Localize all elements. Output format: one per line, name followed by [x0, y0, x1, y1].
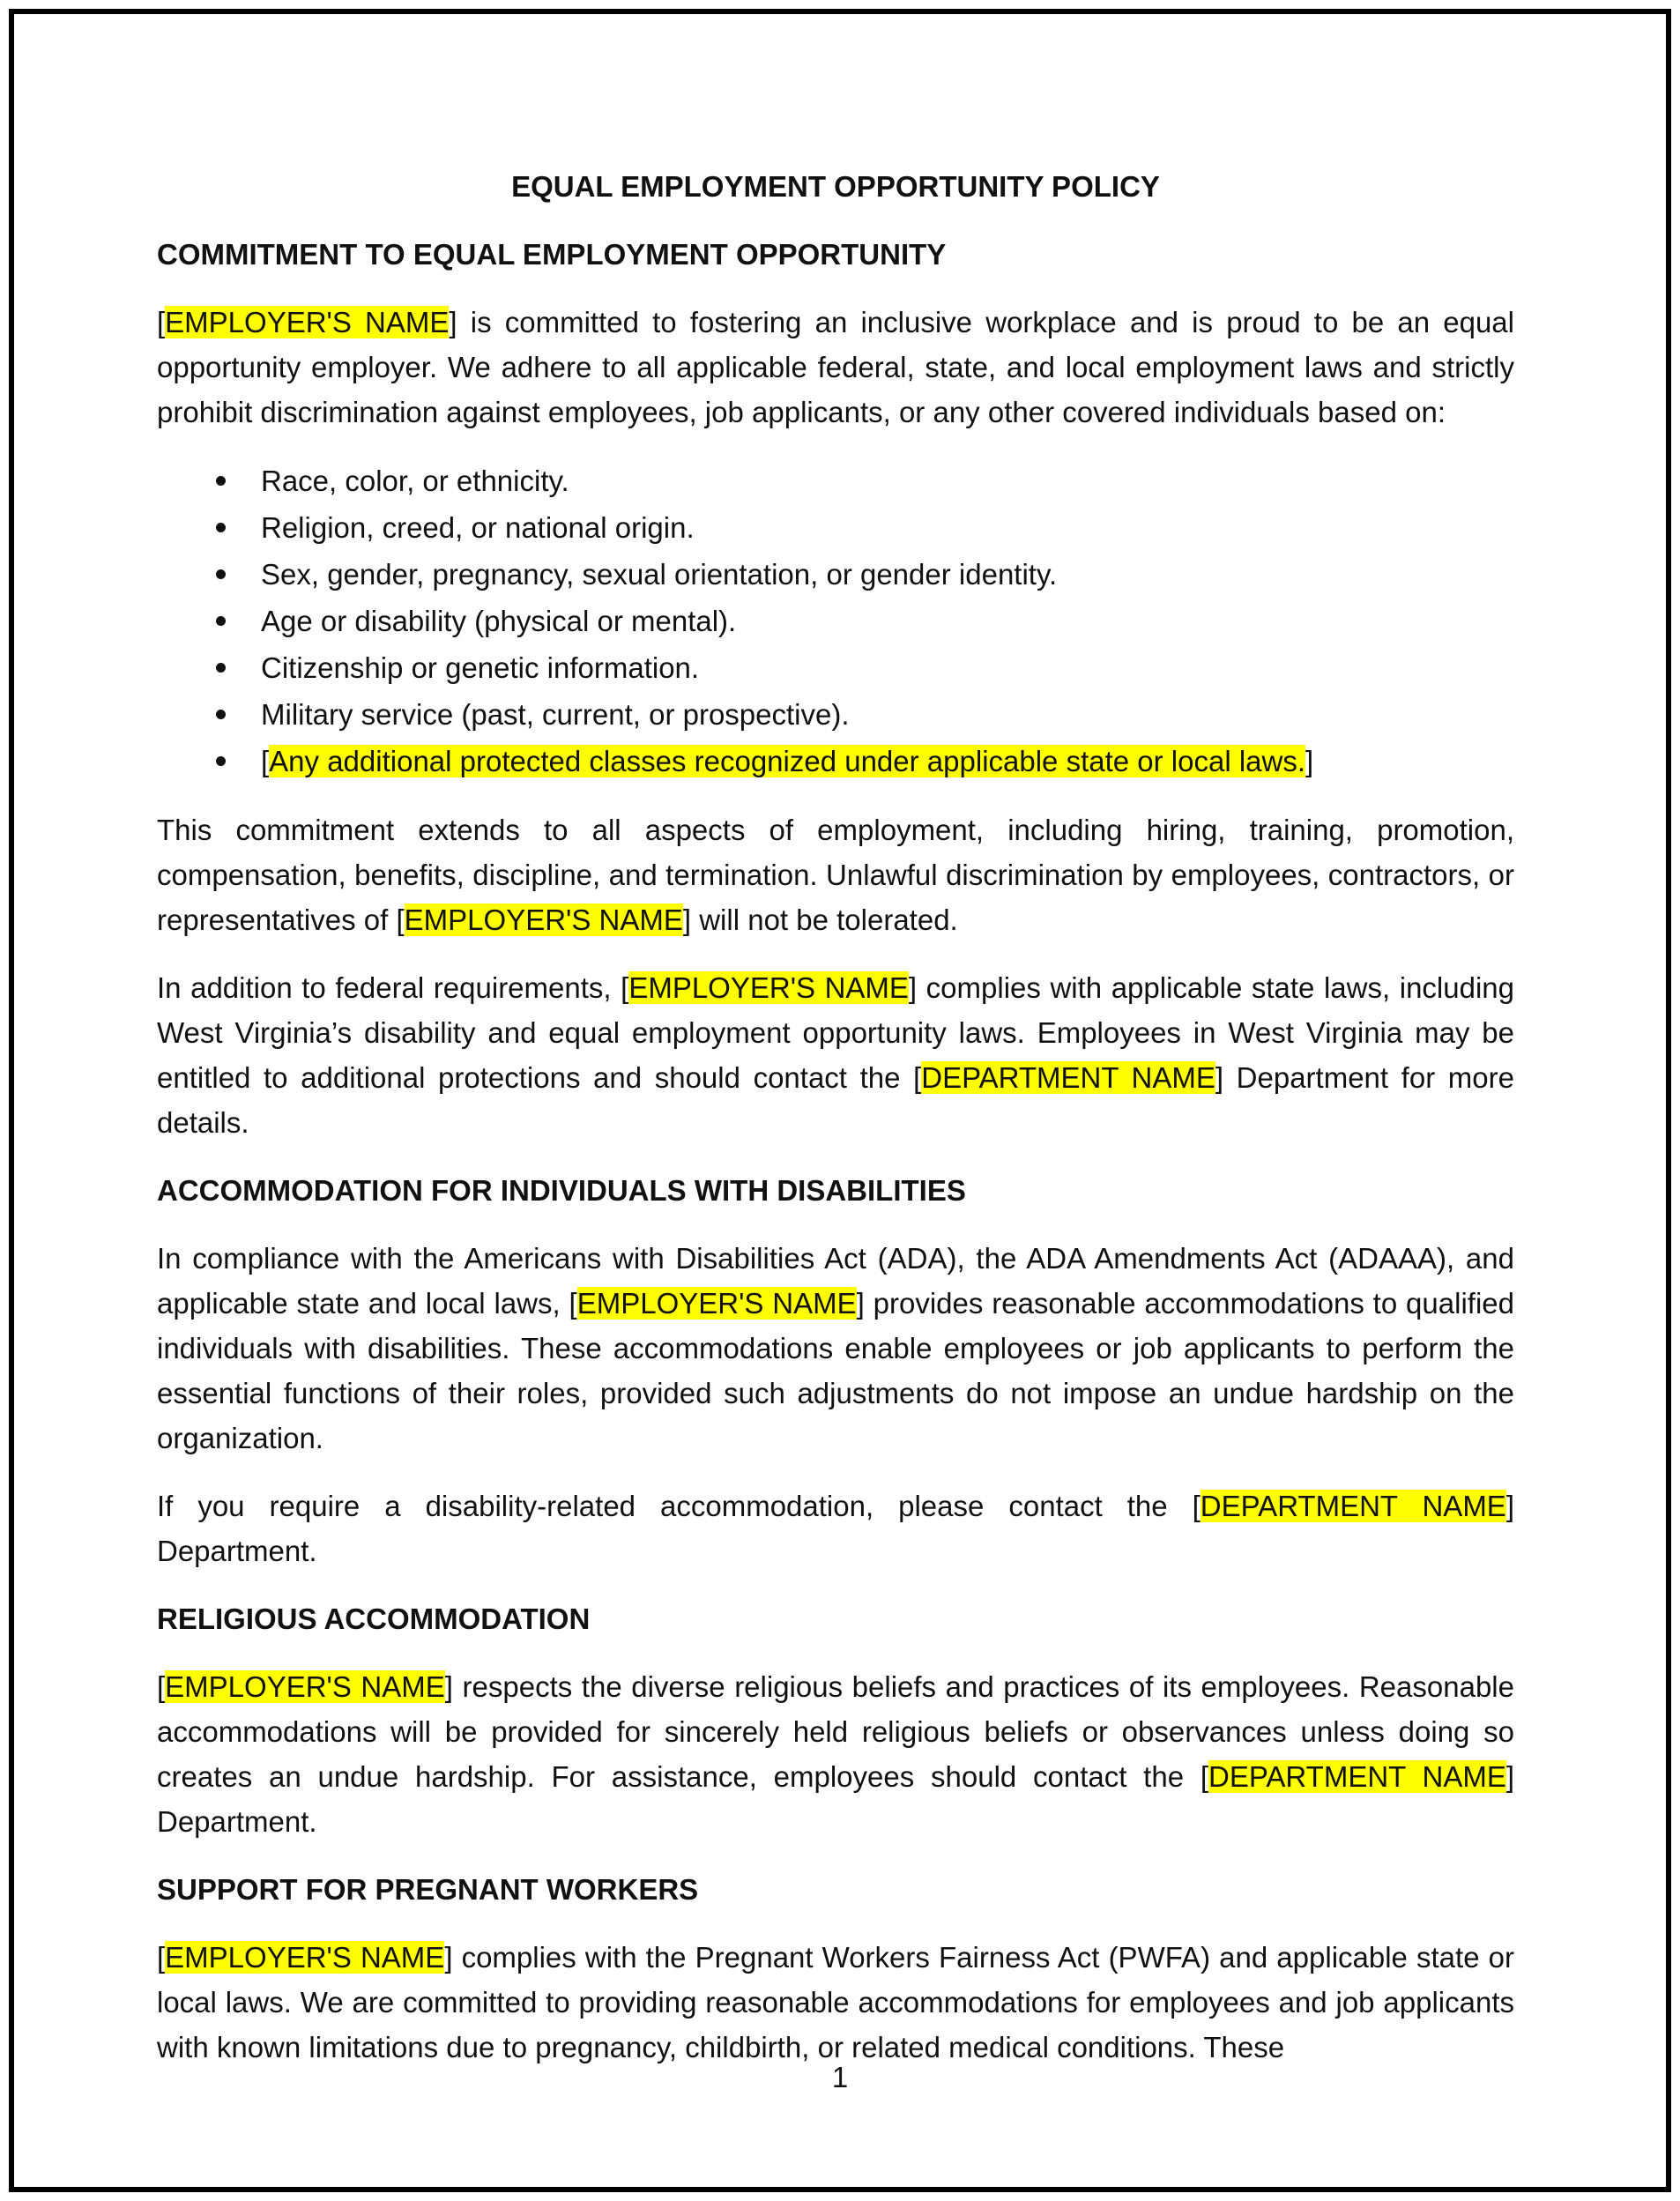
placeholder-employer-name: EMPLOYER'S NAME	[165, 306, 450, 338]
placeholder-employer-name: EMPLOYER'S NAME	[165, 1670, 445, 1703]
placeholder-department-name: DEPARTMENT NAME	[1200, 1490, 1506, 1522]
placeholder-additional-classes: Any additional protected classes recognized under applicable state or local laws.	[269, 745, 1306, 777]
placeholder-employer-name: EMPLOYER'S NAME	[165, 1941, 445, 1974]
placeholder-department-name: DEPARTMENT NAME	[921, 1061, 1215, 1094]
bullet-icon	[216, 616, 226, 626]
paragraph-pregnant-workers: [EMPLOYER'S NAME] complies with the Pregnant Workers Fairness Act (PWFA) and applicable state or local laws. We are committed to providing reasonable accommodations for employees and job applicants with known limitations due to pregnancy, childbirth, or related medical conditions. These	[157, 1941, 1514, 2063]
list-item: Age or disability (physical or mental).	[157, 598, 1514, 644]
bullet-icon	[216, 756, 226, 766]
paragraph-disabilities-contact: If you require a disability-related accommodation, please contact the [DEPARTMENT NAME] Department.	[157, 1490, 1514, 1567]
list-item: [Any additional protected classes recognized under applicable state or local laws.]	[157, 738, 1514, 784]
section-heading-disabilities: ACCOMMODATION FOR INDIVIDUALS WITH DISABILITIES	[157, 1174, 966, 1207]
list-item: Citizenship or genetic information.	[157, 644, 1514, 691]
list-item: Sex, gender, pregnancy, sexual orientation, or gender identity.	[157, 551, 1514, 598]
document-body	[157, 164, 1514, 2093]
section-heading-religious: RELIGIOUS ACCOMMODATION	[157, 1602, 591, 1635]
page-number: 1	[831, 2061, 849, 2093]
placeholder-employer-name: EMPLOYER'S NAME	[628, 971, 909, 1004]
list-item: Religion, creed, or national origin.	[157, 504, 1514, 551]
protected-classes-list	[157, 457, 1514, 784]
bullet-icon	[216, 710, 226, 719]
placeholder-employer-name: EMPLOYER'S NAME	[576, 1287, 857, 1320]
list-item: Military service (past, current, or prospective).	[157, 691, 1514, 738]
section-heading-commitment: COMMITMENT TO EQUAL EMPLOYMENT OPPORTUNITY	[157, 238, 947, 271]
section-heading-pregnant-workers: SUPPORT FOR PREGNANT WORKERS	[157, 1873, 699, 1906]
paragraph-religious: [EMPLOYER'S NAME] respects the diverse religious beliefs and practices of its employees. Reasonable accommodations will be provided for sincerely held religious beliefs or observances unless doing so creates an undue hardship. For assistance, employees should contact the [DEPARTMENT NAME] Department.	[157, 1670, 1515, 1838]
bullet-icon	[216, 663, 226, 673]
document-title: EQUAL EMPLOYMENT OPPORTUNITY POLICY	[511, 170, 1160, 203]
paragraph-disabilities-compliance: In compliance with the Americans with Disabilities Act (ADA), the ADA Amendments Act (ADAAA), and applicable state and local laws, [EMPLOYER'S NAME] provides reasonable accommodations to qualified individuals with disabilities. These accommodations enable employees or job applicants to perform the essential functions of their roles, provided such adjustments do not impose an undue hardship on the organization.	[157, 1242, 1514, 1454]
bullet-icon	[216, 523, 226, 532]
paragraph-commitment-state: In addition to federal requirements, [EMPLOYER'S NAME] complies with applicable state laws, including West Virginia’s disability and equal employment opportunity laws. Employees in West Virginia may be entitled to additional protections and should contact the [DEPARTMENT NAME] Department for more details.	[157, 971, 1514, 1139]
bullet-icon	[216, 569, 226, 579]
list-item: Race, color, or ethnicity.	[157, 457, 1514, 504]
placeholder-employer-name: EMPLOYER'S NAME	[404, 903, 683, 936]
placeholder-department-name: DEPARTMENT NAME	[1208, 1760, 1506, 1793]
paragraph-commitment-scope: This commitment extends to all aspects of employment, including hiring, training, promotion, compensation, benefits, discipline, and termination. Unlawful discrimination by employees, contractors, or representatives of [EMPLOYER'S NAME] will not be tolerated.	[157, 814, 1514, 936]
bullet-icon	[216, 476, 226, 486]
paragraph-commitment-intro: [EMPLOYER'S NAME] is committed to fostering an inclusive workplace and is proud to be an equal opportunity employer. We adhere to all applicable federal, state, and local employment laws and strictly prohibit discrimination against employees, job applicants, or any other covered individuals based on:	[157, 306, 1514, 428]
